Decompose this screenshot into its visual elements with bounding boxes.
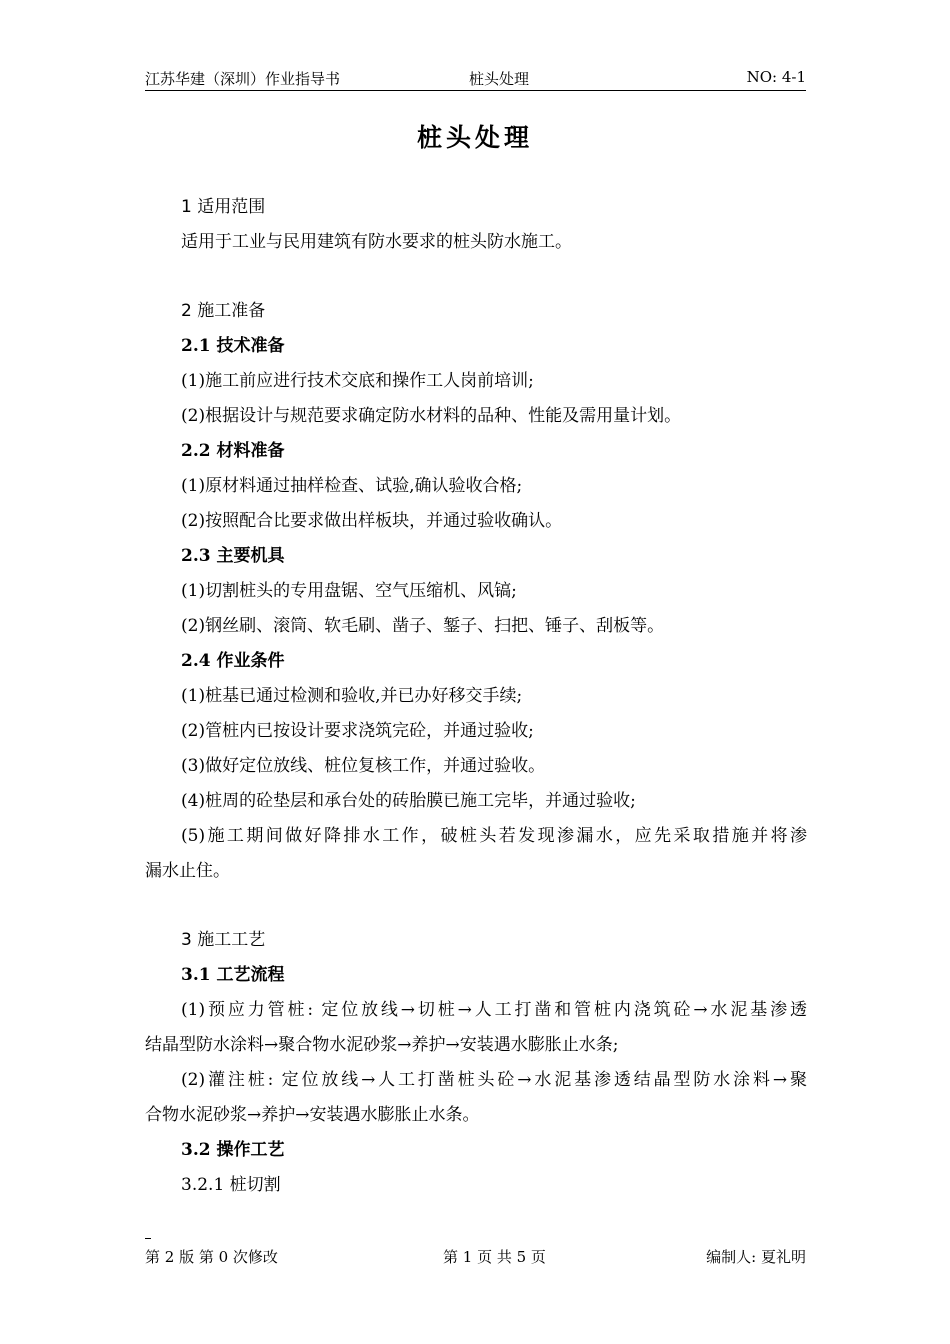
section-3-1-heading: 3.1 工艺流程: [181, 965, 285, 985]
section-2-1-heading: 2.1 技术准备: [181, 336, 285, 356]
section-2-2-heading: 2.2 材料准备: [181, 441, 285, 461]
header-topic: 桩头处理: [469, 70, 530, 88]
list-item: (2)灌注桩: 定位放线→人工打凿桩头砼→水泥基渗透结晶型防水涂料→聚: [181, 1070, 807, 1090]
footer-page-number: 第 1 页 共 5 页: [443, 1248, 546, 1266]
section-3-2-heading: 3.2 操作工艺: [181, 1140, 285, 1160]
list-item: (3)做好定位放线、桩位复核工作，并通过验收。: [181, 756, 546, 776]
list-item: (1)桩基已通过检测和验收,并已办好移交手续;: [181, 686, 523, 706]
footer-divider: [145, 1238, 151, 1239]
list-item-continuation: 合物水泥砂浆→养护→安装遇水膨胀止水条。: [145, 1105, 480, 1125]
page-title: 桩头处理: [416, 123, 533, 152]
section-2-4-heading: 2.4 作业条件: [181, 651, 285, 671]
section-2-heading: 2 施工准备: [181, 301, 266, 321]
list-item: (1)切割桩头的专用盘锯、空气压缩机、风镐;: [181, 581, 517, 601]
section-2-3-heading: 2.3 主要机具: [181, 546, 285, 566]
list-item: (2)管桩内已按设计要求浇筑完砼，并通过验收;: [181, 721, 534, 741]
list-item: (1)施工前应进行技术交底和操作工人岗前培训;: [181, 371, 534, 391]
list-item: (2)根据设计与规范要求确定防水材料的品种、性能及需用量计划。: [181, 406, 682, 426]
section-1-heading: 1 适用范围: [181, 197, 266, 217]
section-1-text: 适用于工业与民用建筑有防水要求的桩头防水施工。: [181, 232, 572, 252]
list-item: (2)按照配合比要求做出样板块，并通过验收确认。: [181, 511, 563, 531]
list-item: (1)原材料通过抽样检查、试验,确认验收合格;: [181, 476, 523, 496]
section-3-heading: 3 施工工艺: [181, 930, 266, 950]
list-item: (5)施工期间做好降排水工作，破桩头若发现渗漏水，应先采取措施并将渗: [181, 826, 807, 846]
page-header: [145, 66, 806, 91]
list-item-continuation: 结晶型防水涂料→聚合物水泥砂浆→养护→安装遇水膨胀止水条;: [145, 1035, 619, 1055]
document-body: [145, 190, 807, 1203]
list-item: (4)桩周的砼垫层和承台处的砖胎膜已施工完毕，并通过验收;: [181, 791, 636, 811]
footer-author: 编制人: 夏礼明: [706, 1248, 806, 1266]
list-item: (1)预应力管桩: 定位放线→切桩→人工打凿和管桩内浇筑砼→水泥基渗透: [181, 1000, 807, 1020]
section-3-2-1-heading: 3.2.1 桩切割: [181, 1175, 281, 1195]
footer-version: 第 2 版 第 0 次修改: [145, 1248, 278, 1266]
header-doc-name: 江苏华建（深圳）作业指导书: [145, 70, 341, 88]
list-item-continuation: 漏水止住。: [145, 861, 230, 881]
header-doc-number: NO: 4-1: [746, 68, 806, 86]
page-footer: [145, 1238, 806, 1268]
list-item: (2)钢丝刷、滚筒、软毛刷、凿子、錾子、扫把、锤子、刮板等。: [181, 616, 665, 636]
